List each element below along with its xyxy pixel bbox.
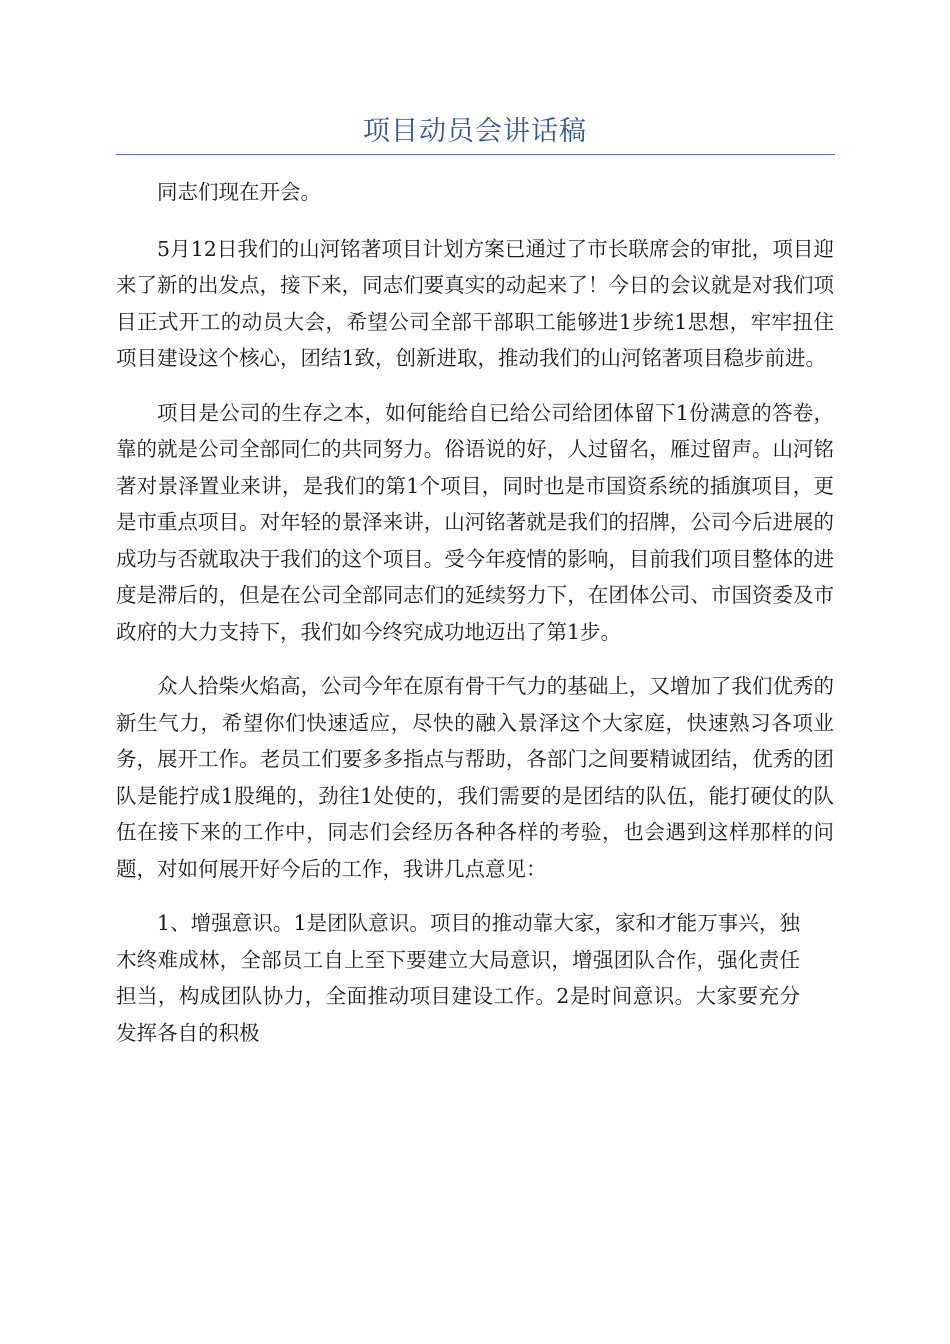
paragraph-project-importance: 项目是公司的生存之本，如何能给自已给公司给团体留下1份满意的答卷，靠的就是公司全部同仁的共同努力。俗语说的好，人过留名，雁过留声。山河铭著对景泽置业来讲，是我们的第1个项目，同时也是市国资系统的插旗项目，更是市重点项目。对年轻的景泽来讲，山河铭著就是我们的招牌，公司今后进展的成功与否就取决于我们的这个项目。受今年疫情的影响，目前我们项目整体的进度是滞后的，但是在公司全部同志们的延续努力下，在团体公司、市国资委及市政府的大力支持下，我们如今终究成功地迈出了第1步。	[116, 400, 834, 644]
paragraph-strengthen-awareness: 1、增强意识。1是团队意识。项目的推动靠大家，家和才能万事兴，独木终难成林，全部员工自上至下要建立大局意识，增强团队合作，强化责任担当，构成团队协力，全面推动项目建设工作。2是时间意识。大家要充分发挥各自的积极	[116, 911, 800, 1045]
document-title: 项目动员会讲话稿	[363, 116, 587, 147]
document-body	[116, 174, 834, 1069]
paragraph-opening: 同志们现在开会。	[157, 180, 321, 204]
title-underline	[116, 154, 835, 155]
paragraph-project-approval: 5月12日我们的山河铭著项目计划方案已通过了市长联席会的审批，项目迎来了新的出发点，接下来，同志们要真实的动起来了！今日的会议就是对我们项目正式开工的动员大会，希望公司全部干部职工能够进1步统1思想，牢牢扭住项目建设这个核心，团结1致，创新进取，推动我们的山河铭著项目稳步前进。	[116, 236, 834, 370]
paragraph-team-unity: 众人拾柴火焰高，公司今年在原有骨干气力的基础上，又增加了我们优秀的新生气力，希望你们快速适应，尽快的融入景泽这个大家庭，快速熟习各项业务，展开工作。老员工们要多多指点与帮助，各部门之间要精诚团结，优秀的团队是能拧成1股绳的，劲往1处使的，我们需要的是团结的队伍，能打硬仗的队伍在接下来的工作中，同志们会经历各种各样的考验，也会遇到这样那样的问题，对如何展开好今后的工作，我讲几点意见：	[116, 674, 834, 881]
